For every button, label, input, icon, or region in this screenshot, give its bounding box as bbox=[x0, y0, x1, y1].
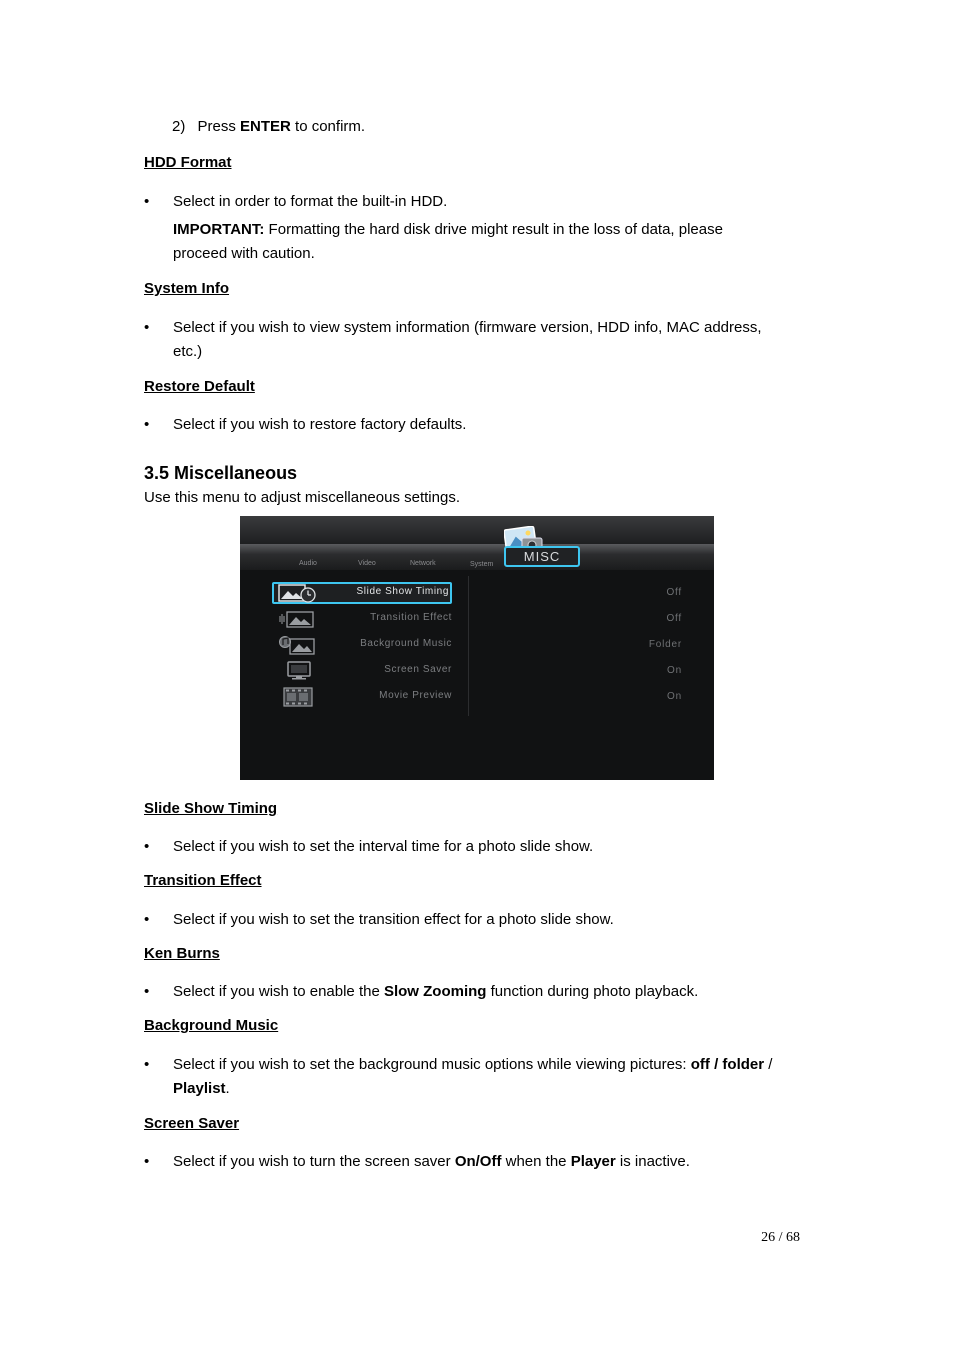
bullet-text-end: function during photo playback. bbox=[486, 983, 699, 1000]
heading-restore-default: Restore Default bbox=[144, 378, 255, 395]
bullet-text: Select if you wish to set the transition effect for a photo slide show. bbox=[173, 911, 614, 928]
bullet-bold: Slow Zooming bbox=[383, 983, 487, 1000]
bullet-text-mid: / bbox=[764, 1056, 773, 1073]
heading-ken-burns: Ken Burns bbox=[144, 945, 220, 962]
step-text-end: to confirm. bbox=[290, 118, 366, 135]
step-2 bbox=[172, 118, 365, 135]
misc-menu-screenshot bbox=[240, 516, 714, 780]
heading-system-info: System Info bbox=[144, 280, 230, 297]
monitor-icon bbox=[278, 661, 316, 681]
heading-background-music: Background Music bbox=[144, 1017, 279, 1034]
menu-item-slide-show-timing[interactable] bbox=[272, 582, 452, 604]
menu-item-screen-saver[interactable] bbox=[272, 660, 452, 682]
bullet-bold: Player bbox=[570, 1153, 616, 1170]
bullet-text: Select if you wish to set the background music options while viewing pictures: bbox=[173, 1056, 691, 1073]
important-label: IMPORTANT: bbox=[173, 221, 265, 238]
tab-misc-active[interactable]: MISC bbox=[504, 546, 580, 567]
bullet-dot: • bbox=[144, 319, 150, 336]
bullet-text: Select if you wish to restore factory defaults. bbox=[173, 416, 467, 433]
bullet-dot: • bbox=[144, 983, 150, 1000]
menu-value-background-music: Folder bbox=[648, 639, 682, 650]
bullet-bold: off / folder bbox=[690, 1056, 765, 1073]
bullet-bold: On/Off bbox=[454, 1153, 502, 1170]
menu-divider bbox=[468, 576, 469, 716]
bullet-dot: • bbox=[144, 416, 150, 433]
menu-item-background-music[interactable] bbox=[272, 634, 452, 656]
menu-value-movie-preview: On bbox=[667, 691, 682, 702]
bullet-text: Select if you wish to set the interval time for a photo slide show. bbox=[173, 838, 594, 855]
important-text: Formatting the hard disk drive might result in the loss of data, please bbox=[264, 221, 723, 238]
important-text-cont: proceed with caution. bbox=[173, 245, 315, 262]
menu-item-label: Screen Saver bbox=[384, 664, 452, 675]
music-picture-icon bbox=[278, 635, 316, 655]
tab-video[interactable]: Video bbox=[358, 560, 376, 567]
section-intro: Use this menu to adjust miscellaneous settings. bbox=[144, 489, 460, 506]
menu-item-label: Transition Effect bbox=[370, 612, 452, 623]
menu-value-transition-effect: Off bbox=[666, 613, 682, 624]
heading-transition-effect: Transition Effect bbox=[144, 872, 262, 889]
bullet-bold: Playlist bbox=[173, 1080, 226, 1097]
bullet-text-end: is inactive. bbox=[615, 1153, 690, 1170]
menu-item-transition-effect[interactable] bbox=[272, 608, 452, 630]
bullet-dot: • bbox=[144, 1056, 150, 1073]
bullet-dot: • bbox=[144, 1153, 150, 1170]
tab-network[interactable]: Network bbox=[410, 560, 436, 567]
bullet-text: Select in order to format the built-in HDD. bbox=[173, 193, 448, 210]
tab-audio[interactable]: Audio bbox=[299, 560, 317, 567]
menu-value-slide-show-timing: Off bbox=[666, 587, 682, 598]
page-number: 26 / 68 bbox=[761, 1230, 800, 1245]
film-icon bbox=[278, 687, 316, 707]
heading-slide-show-timing: Slide Show Timing bbox=[144, 800, 278, 817]
section-title: 3.5 Miscellaneous bbox=[144, 463, 298, 483]
bullet-text: Select if you wish to enable the bbox=[173, 983, 384, 1000]
bullet-dot: • bbox=[144, 838, 150, 855]
menu-item-label: Movie Preview bbox=[379, 690, 452, 701]
bullet-text-end: . bbox=[225, 1080, 230, 1097]
menu-item-label: Slide Show Timing bbox=[356, 586, 449, 597]
transition-icon bbox=[278, 609, 316, 629]
menu-item-movie-preview[interactable] bbox=[272, 686, 452, 708]
menu-value-screen-saver: On bbox=[667, 665, 682, 676]
heading-hdd-format: HDD Format bbox=[144, 154, 232, 171]
bullet-dot: • bbox=[144, 193, 150, 210]
bullet-dot: • bbox=[144, 911, 150, 928]
step-text: Press bbox=[197, 118, 241, 135]
tab-system[interactable]: System bbox=[470, 561, 494, 568]
menu-item-label: Background Music bbox=[360, 638, 452, 649]
step-key: ENTER bbox=[240, 118, 291, 135]
slideshow-icon bbox=[278, 583, 316, 603]
heading-screen-saver: Screen Saver bbox=[144, 1115, 240, 1132]
bullet-text-mid: when the bbox=[501, 1153, 571, 1170]
step-number: 2) bbox=[172, 118, 186, 135]
bullet-text: Select if you wish to turn the screen saver bbox=[173, 1153, 455, 1170]
bullet-text: Select if you wish to view system information (firmware version, HDD info, MAC address, bbox=[173, 319, 762, 336]
bullet-text-cont: etc.) bbox=[173, 343, 203, 360]
